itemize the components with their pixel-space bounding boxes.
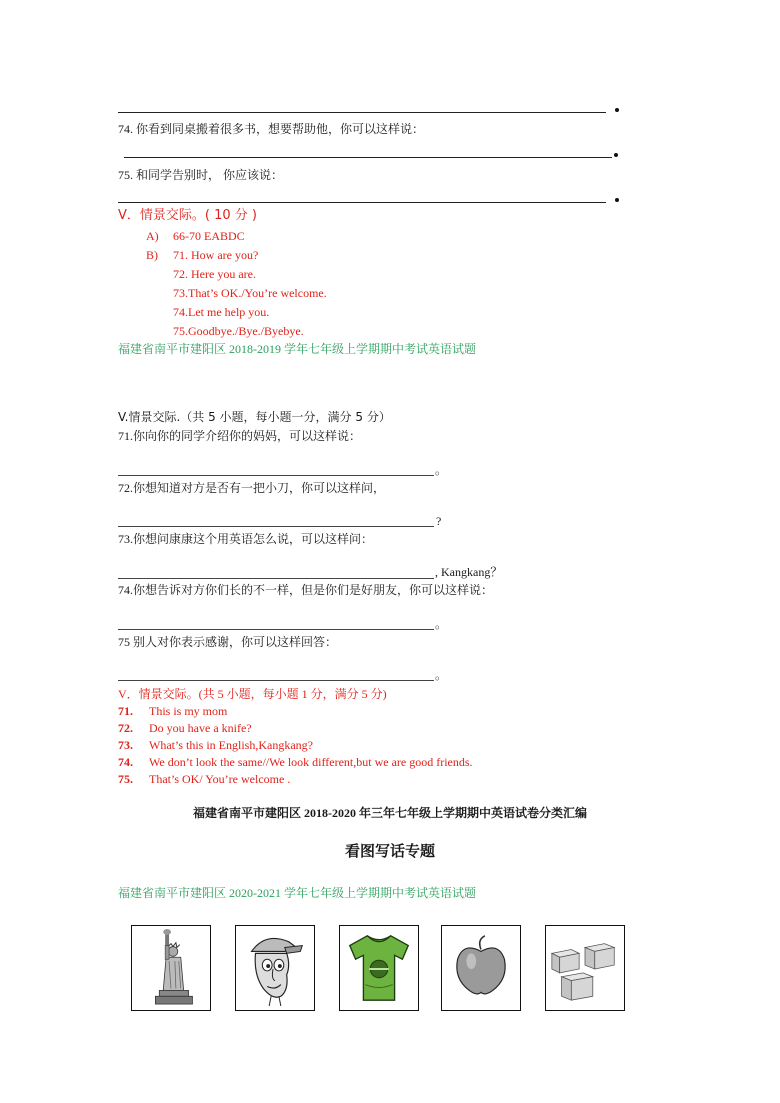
blank-73-end: , Kangkang？: [435, 565, 503, 579]
answer-section-heading: Ⅴ．情景交际。( 10 分 ): [118, 208, 257, 223]
question-74b: 74.你想告诉对方你们长的不一样，但是你们是好朋友，你可以这样说：: [118, 583, 494, 597]
compilation-title: 福建省南平市建阳区 2018-2020 年三年七年级上学期期中英语试卷分类汇编: [193, 806, 587, 820]
topic-title: 看图写话专题: [344, 844, 435, 860]
answer-2-text-74: We don’t look the same//We look different,but we are good friends.: [149, 755, 473, 769]
answer-blank-73: [118, 578, 434, 579]
picture-boxes: [545, 925, 625, 1011]
answer-2-text-73: What’s this in English,Kangkang?: [149, 738, 313, 752]
picture-apple: [441, 925, 521, 1011]
answer-2-text-75: That’s OK/ You’re welcome .: [149, 772, 291, 786]
question-73: 73.你想问康康这个用英语怎么说，可以这样问：: [118, 532, 374, 546]
blank-71-end: 。: [435, 463, 448, 477]
blank-72-end: ?: [436, 514, 442, 528]
line-end-dot: [615, 198, 619, 202]
line-end-dot: [614, 153, 618, 157]
answer-2-num-72: 72.: [118, 721, 133, 735]
answer-2-num-73: 73.: [118, 738, 133, 752]
answer-2-text-71: This is my mom: [149, 704, 228, 718]
answer-2-text-72: Do you have a knife?: [149, 721, 252, 735]
source-title-2018: 福建省南平市建阳区 2018-2019 学年七年级上学期期中考试英语试题: [118, 342, 476, 356]
answer-b4: 74.Let me help you.: [173, 305, 270, 319]
answer-line-73: [118, 112, 606, 113]
question-75b: 75 别人对你表示感谢，你可以这样回答：: [118, 635, 338, 649]
answer-2-heading: V．情景交际。(共 5 小题，每小题 1 分，满分 5 分): [118, 687, 387, 701]
answer-a-label: A): [146, 229, 159, 243]
question-74: 74. 你看到同桌搬着很多书，想要帮助他，你可以这样说：: [118, 122, 425, 136]
answer-blank-71: [118, 475, 434, 476]
source-title-2020: 福建省南平市建阳区 2020-2021 学年七年级上学期期中考试英语试题: [118, 886, 476, 900]
answer-b5: 75.Goodbye./Bye./Byebye.: [173, 324, 304, 338]
man-face-icon: [236, 926, 314, 1010]
picture-green-t-shirt: [339, 925, 419, 1011]
answer-b2: 72. Here you are.: [173, 267, 256, 281]
answer-a: 66-70 EABDC: [173, 229, 245, 243]
answer-b3: 73.That’s OK./You’re welcome.: [173, 286, 327, 300]
answer-b1: 71. How are you?: [173, 248, 259, 262]
t-shirt-icon: [340, 926, 418, 1010]
answer-line-75: [118, 202, 606, 203]
answer-blank-74: [118, 629, 434, 630]
answer-2-num-71: 71.: [118, 704, 133, 718]
answer-b-label: B): [146, 248, 158, 262]
answer-blank-75: [118, 680, 434, 681]
question-72: 72.你想知道对方是否有一把小刀，你可以这样问，: [118, 481, 386, 495]
question-71: 71.你向你的同学介绍你的妈妈，可以这样说：: [118, 429, 362, 443]
answer-2-num-75: 75.: [118, 772, 133, 786]
blank-74-end: 。: [435, 617, 448, 631]
line-end-dot: [615, 108, 619, 112]
picture-man-with-cap: [235, 925, 315, 1011]
answer-line-74: [124, 157, 612, 158]
blank-75-end: 。: [435, 668, 448, 682]
boxes-icon: [546, 926, 624, 1010]
picture-statue-of-liberty: [131, 925, 211, 1011]
statue-of-liberty-icon: [132, 926, 210, 1010]
answer-blank-72: [118, 526, 434, 527]
section-2-heading: V.情景交际.（共 5 小题，每小题一分，满分 5 分）: [118, 410, 391, 424]
apple-icon: [442, 926, 520, 1010]
question-75: 75. 和同学告别时， 你应该说：: [118, 168, 284, 182]
answer-2-num-74: 74.: [118, 755, 133, 769]
